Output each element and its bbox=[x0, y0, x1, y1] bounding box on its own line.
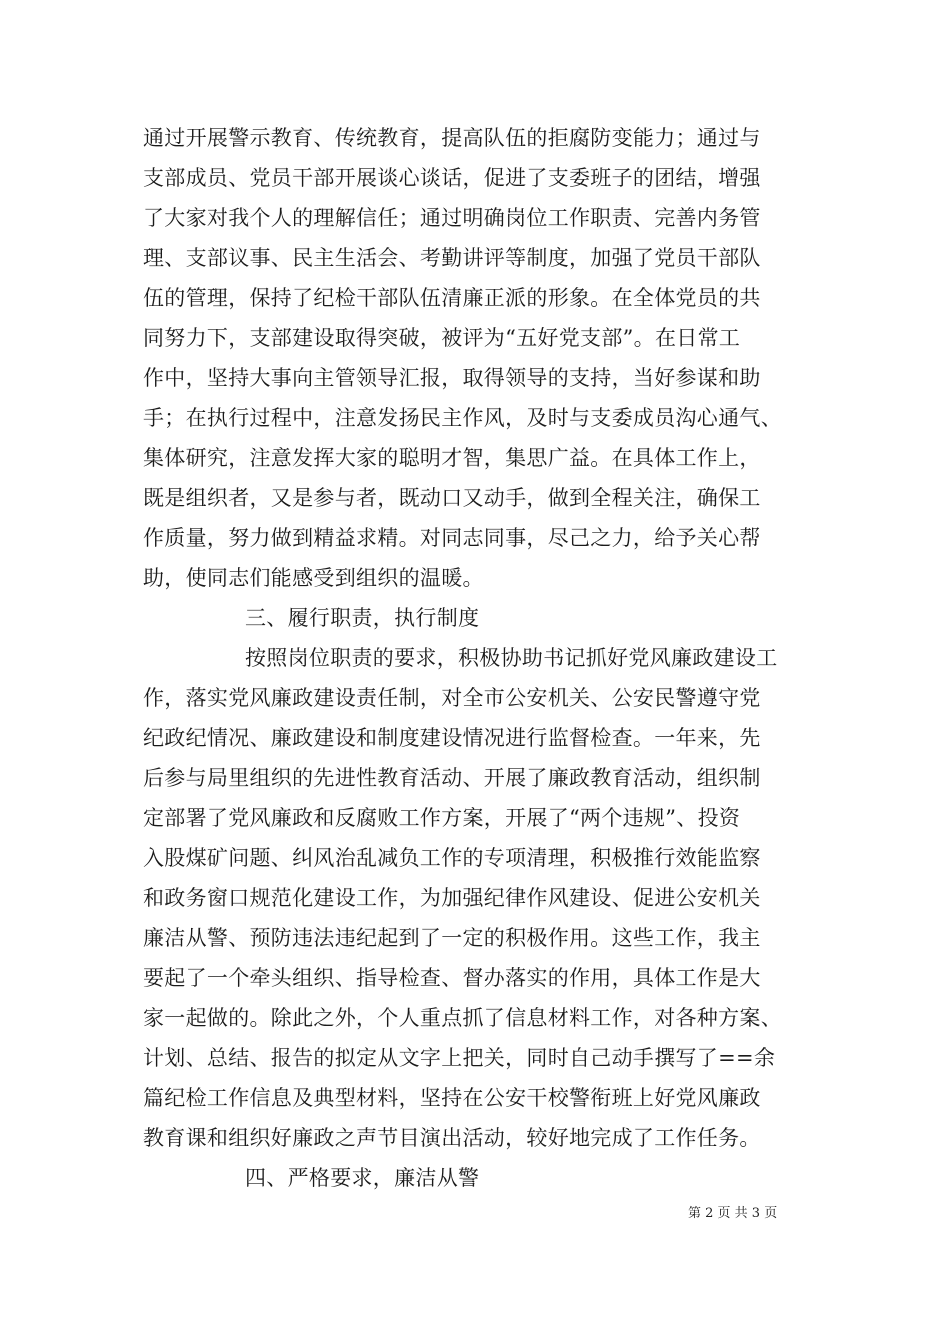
paragraph-line: 按照岗位职责的要求，积极协助书记抓好党风廉政建设工 bbox=[245, 646, 778, 670]
paragraph-line: 后参与局里组织的先进性教育活动、开展了廉政教育活动，组织制 bbox=[143, 766, 761, 790]
paragraph-line: 作，落实党风廉政建设责任制，对全市公安机关、公安民警遵守党 bbox=[143, 686, 761, 710]
paragraph-line: 要起了一个牵头组织、指导检查、督办落实的作用，具体工作是大 bbox=[143, 966, 761, 990]
paragraph-line: 定部署了党风廉政和反腐败工作方案，开展了“两个违规”、投资 bbox=[143, 806, 741, 830]
page-number: 第 2 页 共 3 页 bbox=[688, 1206, 778, 1221]
paragraph-line: 通过开展警示教育、传统教育，提高队伍的拒腐防变能力；通过与 bbox=[143, 126, 761, 150]
paragraph-line: 教育课和组织好廉政之声节目演出活动，较好地完成了工作任务。 bbox=[143, 1126, 761, 1150]
paragraph-line: 纪政纪情况、廉政建设和制度建设情况进行监督检查。一年来，先 bbox=[143, 726, 761, 750]
paragraph-line: 理、支部议事、民主生活会、考勤讲评等制度，加强了党员干部队 bbox=[143, 246, 761, 270]
paragraph-line: 助，使同志们能感受到组织的温暖。 bbox=[143, 566, 484, 590]
paragraph-line: 家一起做的。除此之外，个人重点抓了信息材料工作，对各种方案、 bbox=[143, 1006, 782, 1030]
paragraph-line: 了大家对我个人的理解信任；通过明确岗位工作职责、完善内务管 bbox=[143, 206, 761, 230]
paragraph-line: 支部成员、党员干部开展谈心谈话，促进了支委班子的团结，增强 bbox=[143, 166, 761, 190]
paragraph-line: 集体研究，注意发挥大家的聪明才智，集思广益。在具体工作上， bbox=[143, 446, 761, 470]
paragraph-line: 计划、总结、报告的拟定从文字上把关，同时自己动手撰写了==余 bbox=[143, 1046, 776, 1070]
paragraph-line: 伍的管理，保持了纪检干部队伍清廉正派的形象。在全体党员的共 bbox=[143, 286, 761, 310]
paragraph-line: 作质量，努力做到精益求精。对同志同事，尽己之力，给予关心帮 bbox=[143, 526, 761, 550]
paragraph-line: 篇纪检工作信息及典型材料，坚持在公安干校警衔班上好党风廉政 bbox=[143, 1086, 761, 1110]
paragraph-line: 廉洁从警、预防违法违纪起到了一定的积极作用。这些工作，我主 bbox=[143, 926, 761, 950]
paragraph-line: 手；在执行过程中，注意发扬民主作风，及时与支委成员沟心通气、 bbox=[143, 406, 782, 430]
heading-section-4: 四、严格要求，廉洁从警 bbox=[245, 1166, 480, 1190]
paragraph-line: 入股煤矿问题、纠风治乱减负工作的专项清理，积极推行效能监察 bbox=[143, 846, 761, 870]
paragraph-line: 作中，坚持大事向主管领导汇报，取得领导的支持，当好参谋和助 bbox=[143, 366, 761, 390]
paragraph-line: 和政务窗口规范化建设工作，为加强纪律作风建设、促进公安机关 bbox=[143, 886, 761, 910]
section-heading-3: 三、履行职责，执行制度 bbox=[245, 606, 480, 630]
paragraph-line: 同努力下，支部建设取得突破，被评为“五好党支部”。在日常工 bbox=[143, 326, 741, 350]
paragraph-line: 既是组织者，又是参与者，既动口又动手，做到全程关注，确保工 bbox=[143, 486, 761, 510]
